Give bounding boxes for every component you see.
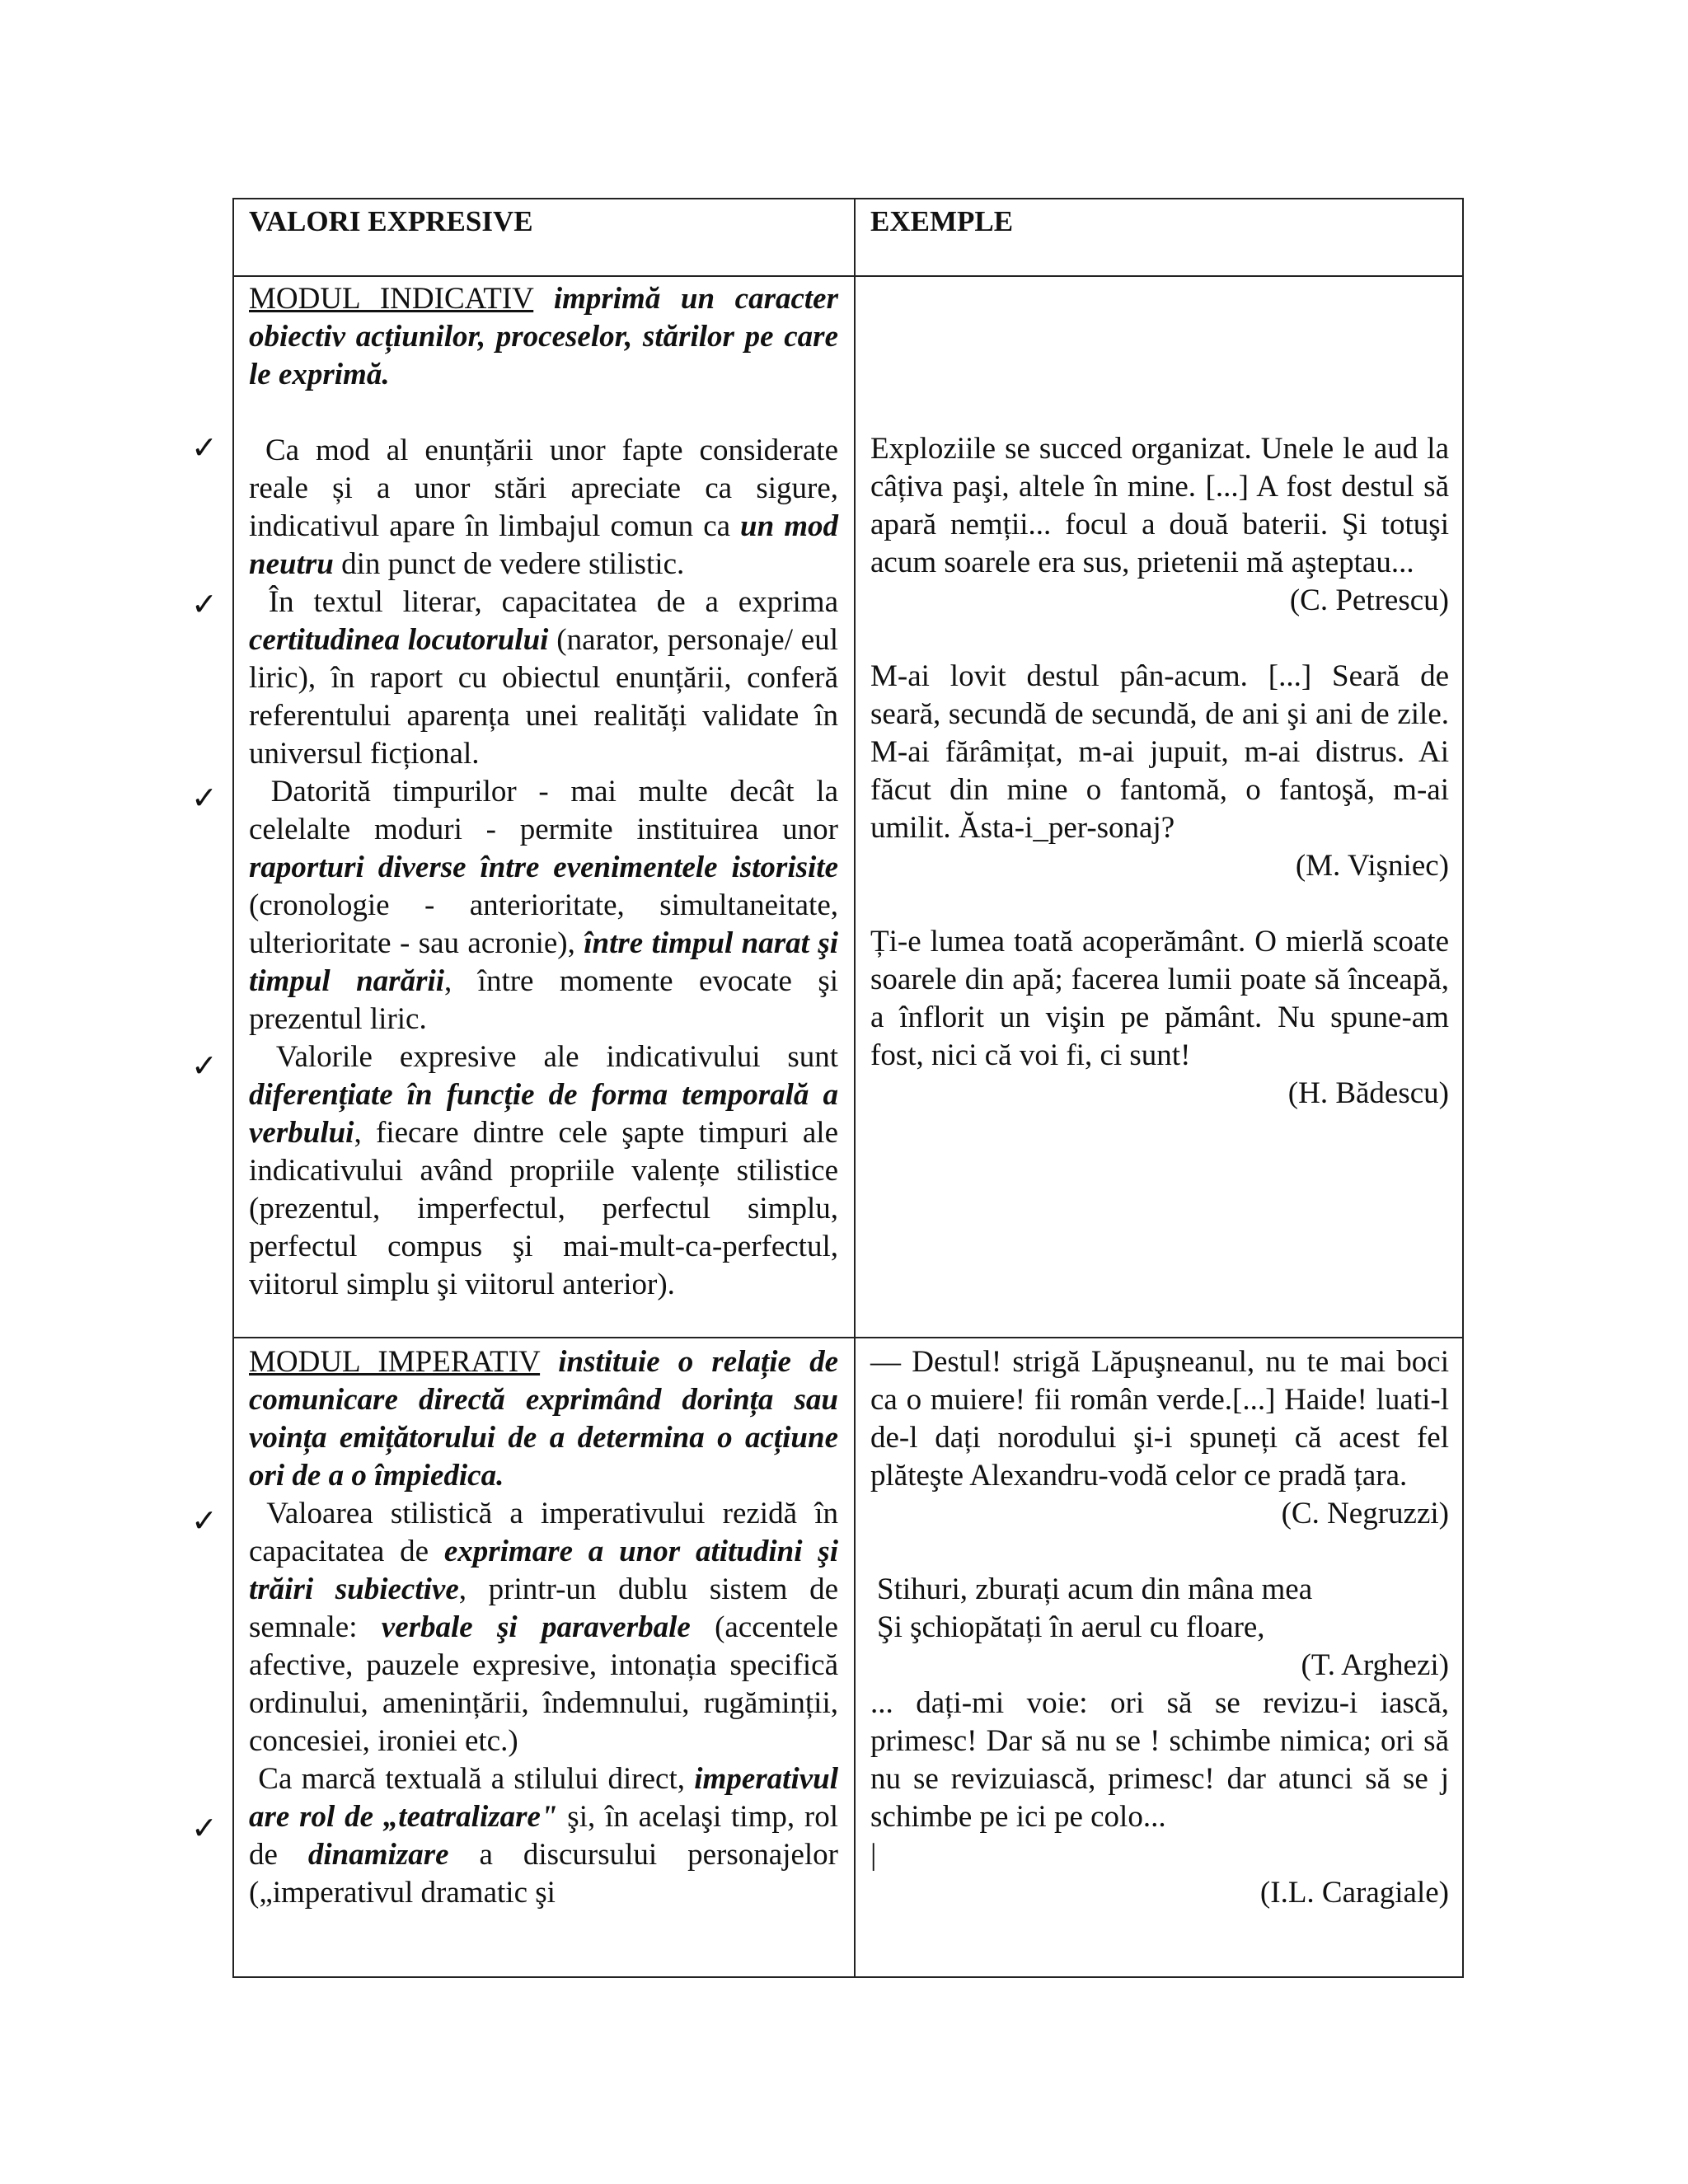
check-icon: ✓ (191, 1047, 218, 1084)
indicativ-title: MODUL INDICATIV (249, 282, 534, 316)
example-text: Ți-e lumea toată acoperământ. O mierlă scoate soarele din apă; facerea lumii poate să înceapă, a înflorit un vişin pe pământ. Nu spune-am fost, nici că voi fi, ci sunt! (870, 925, 1449, 1072)
indicativ-point-1: Ca mod al enunțării unor fapte considerate reale și a unor stări apreciate ca sigure, indicativul apare în limbajul comun ca un mod neutru din punct de vedere stilistic. (249, 434, 838, 581)
example-author: (H. Bădescu) (1287, 1076, 1449, 1110)
example-author: (I.L. Caragiale) (1259, 1876, 1449, 1910)
check-icon: ✓ (191, 586, 218, 622)
text-mark: | (870, 1838, 877, 1872)
indicativ-point-4: Valorile expresive ale indicativului sunt diferențiate în funcție de forma temporală a verbului, fiecare dintre cele şapte timpuri ale indicativului având propriile valențe stilistice (prezentul, imperfectul, perfectul simplu, perfectul compus şi mai-mult-ca-perfectul, viitorul simplu şi viitorul anterior). (249, 1040, 839, 1301)
column-divider (854, 199, 856, 1976)
row-divider (234, 1337, 1462, 1338)
indicativ-examples (870, 430, 1449, 1113)
imperativ-point-2: Ca marcă textuală a stilului direct, imperativul are rol de „teatralizare" şi, în acelaşi timp, rol de dinamizare a discursului personajelor („imperativul dramatic şi (249, 1762, 839, 1910)
poem-line: Şi şchiopătați în aerul cu floare, (877, 1610, 1265, 1644)
indicativ-point-3: Datorită timpurilor - mai multe decât la celelalte moduri - permite instituirea unor raporturi diverse între evenimentele istorisite (cronologie - anterioritate, simultaneitate, ulterioritate - sau acronie), între timpul narat şi timpul narării, între momente evocate şi prezentul liric. (249, 775, 838, 1036)
indicativ-point-2: În textul literar, capacitatea de a exprima certitudinea locutorului (narator, personaje/ eul liric), în raport cu obiectul enunțării, conferă referentului aparența unei realități validate în universul ficțional. (249, 585, 839, 771)
poem-line: Stihuri, zburați acum din mâna mea (877, 1572, 1313, 1606)
imperativ-title: MODUL IMPERATIV (249, 1345, 541, 1379)
indicativ-description: MODUL INDICATIV imprimă un caracter obiectiv acțiunilor, proceselor, stărilor pe care le exprimă. Ca mod al enunțării unor fapte considerate reale și a unor stări apreciate ca sigure, indicativul apare în limbajul comun ca un mod neutru din punct de vedere stilistic. În textul literar, capacitatea de a exprima certitudinea locutorului (narator, personaje/ eul liric), în raport cu obiectul enunțării, conferă referentului aparența unei realități validate în universul ficțional. Datorită timpurilor - mai multe decât la celelalte moduri - permite instituirea unor raporturi diverse între evenimentele istorisite (cronologie - anterioritate, simultaneitate, ulterioritate - sau acronie), între timpul narat şi timpul narării, între momente evocate şi prezentul liric. Valorile expresive ale indicativului sunt diferențiate în funcție de forma temporală a verbului, fiecare dintre cele şapte timpuri ale indicativului având propriile valențe stilistice (prezentul, imperfectul, perfectul simplu, perfectul compus şi mai-mult-ca-perfectul, viitorul simplu şi viitorul anterior). (249, 280, 838, 1304)
check-icon: ✓ (191, 429, 218, 466)
check-icon: ✓ (191, 780, 218, 816)
header-divider (234, 275, 1462, 277)
imperativ-examples (870, 1343, 1449, 1912)
example-author: (C. Petrescu) (1289, 583, 1449, 617)
example-author: (C. Negruzzi) (1281, 1497, 1449, 1530)
example-author: (T. Arghezi) (1301, 1648, 1449, 1682)
header-values: VALORI EXPRESIVE (249, 205, 533, 237)
example-author: (M. Vişniec) (1295, 849, 1449, 883)
imperativ-description: MODUL IMPERATIV instituie o relație de comunicare directă exprimând dorința sau voința emițătorului de a determina o acțiune ori de a o împiedica. Valoarea stilistică a imperativului rezidă în capacitatea de exprimare a unor atitudini şi trăiri subiective, printr-un dublu sistem de semnale: verbale şi paraverbale (accentele afective, pauzele expresive, intonația specifică ordinului, amenințării, îndemnului, rugăminții, concesiei, ironiei etc.) Ca marcă textuală a stilului direct, imperativul are rol de „teatralizare" şi, în acelaşi timp, rol de dinamizare a discursului personajelor („imperativul dramatic şi (249, 1343, 838, 1912)
check-icon: ✓ (191, 1502, 218, 1539)
check-icon: ✓ (191, 1810, 218, 1846)
expressive-values-table (232, 198, 1464, 1978)
header-examples: EXEMPLE (870, 205, 1014, 237)
example-text: Exploziile se succed organizat. Unele le aud la câțiva paşi, altele în mine. [...] A fost destul să apară nemții... focul a două baterii. Şi totuşi acum soarele era sus, prietenii mă aşteptau... (870, 432, 1449, 579)
example-text: M-ai lovit destul pân-acum. [...] Seară de seară, secundă de secundă, de ani şi ani de zile. M-ai fărâmițat, m-ai jupuit, m-ai distrus. Ai făcut din mine o fantomă, o fantoşă, m-ai umilit. Ăsta-i_per-sonaj? (870, 659, 1449, 845)
example-text: — Destul! strigă Lăpuşneanul, nu te mai boci ca o muiere! fii român verde.[...] Haide! luati-l de-l dați norodului şi-i spuneți că acest fel plăteşte Alexandru-vodă celor ce pradă țara. (870, 1345, 1449, 1493)
example-text: ... dați-mi voie: ori să se revizu-i iască, primesc! Dar să nu se ! schimbe nimica; ori să nu se revizuiască, primesc! dar atunci să se j schimbe pe ici pe colo... (870, 1686, 1449, 1834)
imperativ-point-1: Valoarea stilistică a imperativului rezidă în capacitatea de exprimare a unor atitudini şi trăiri subiective, printr-un dublu sistem de semnale: verbale şi paraverbale (accentele afective, pauzele expresive, intonația specifică ordinului, amenințării, îndemnului, rugăminții, concesiei, ironiei etc.) (249, 1497, 839, 1758)
